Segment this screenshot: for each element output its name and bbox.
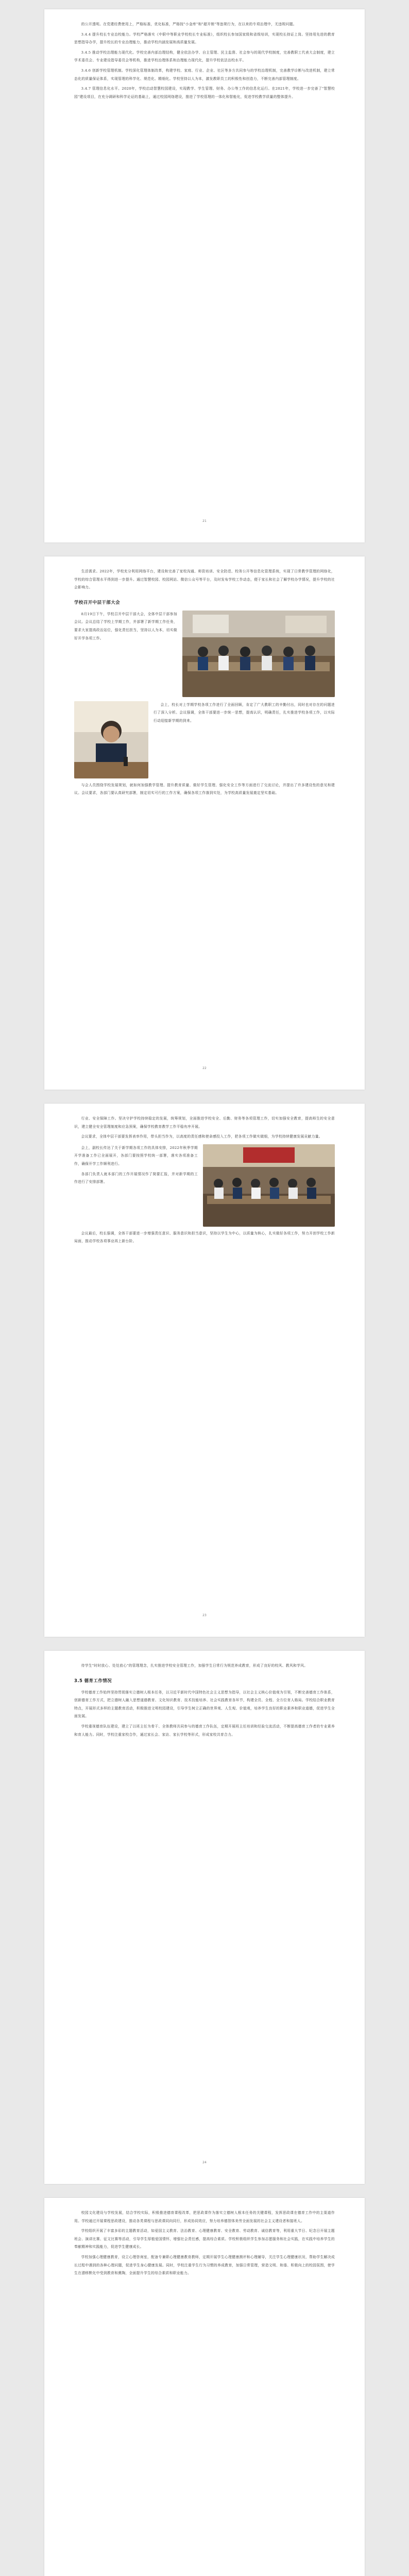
paragraph: 学校加强心理健康教育，设立心理咨询室，配备专兼职心理健康教育教师，定期开展学生心理健康测评和心理辅导，关注学生心理健康状况，帮助学生解决成长过程中遇到的各种心理问题，促进学生身心健康发展。同时，学校注重学生行为习惯的养成教育，加强日常管理，营造文明、和谐、积极向上的校园氛围，使学生在潜移默化中受到教育和熏陶，全面提升学生的综合素质和职业能力。 xyxy=(74,2255,335,2276)
paragraph: 行业、安全保障工作。坚决守护学校持续稳定的发展，统筹规划，全面推进学校安全、后勤、财务等各项管理工作，切实加强安全教育，提高师生的安全意识，建立健全安全管理制度和应急预案，确保学校教育教学工作平稳有序开展。 xyxy=(74,1116,335,1129)
paragraph: 会议最后，校长强调，全体干部要进一步增强责任意识、服务意识和担当意识，坚持以学生为中心，以质量为核心，扎实做好各项工作，努力开创学校工作新局面，推动学校各项事业再上新台阶。 xyxy=(74,1231,335,1244)
paragraph: 学校组织开展了丰富多彩的主题教育活动，如爱国主义教育、法治教育、心理健康教育、安全教育、劳动教育、诚信教育等，利用重大节日、纪念日开展主题班会、演讲比赛、征文比赛等活动，引导学生厚植爱国情怀，增强社会责任感，提高综合素质。学校积极组织学生参加志愿服务和社会实践，在实践中培养学生的奉献精神和实践能力，促进学生健康成长。 xyxy=(74,2229,335,2249)
document-page-1 xyxy=(44,9,365,543)
paragraph: 的公开透明。在党建经费使用上，严格标准，优化标准，严格按"小金库"和"超开销"等违规行为，在以来的专项治理中，无违规问题。 xyxy=(81,22,297,26)
meeting-photo xyxy=(203,1144,335,1227)
paragraph: 会上，副校长传达了关于新学期各项工作的具体安排，2022年秋季学期开学准备工作已全面展开，各部门要按照学校统一部署，落实各项准备工作，确保开学工作顺利进行。 xyxy=(74,1145,198,1166)
document-page-5 xyxy=(44,2198,365,2576)
paragraph: 3.4.7 管理信息化水平。2020年，学校启动智慧校园建设，实现教学、学生管理、财务、办公等工作的信息化运行。在2021年，学校进一步完善了"智慧校园"建设项目，在充分调研和科学论证的基础上，通过校园网络建设，推进了学校管理的一体化和智能化，促进学校教学质量的整体提升。 xyxy=(74,87,335,99)
page-3-text xyxy=(74,1115,335,1248)
page-number: 24 xyxy=(202,2161,207,2164)
page-1-text xyxy=(74,21,335,103)
page-4-text xyxy=(74,1662,335,1741)
paragraph: 与会人员围绕学校发展规划，就如何加强教学管理、提升教育质量、做好学生管理、强化安全工作等方面进行了交流讨论，并提出了许多建设性的意见和建议。会议要求，各部门要认真研究部署，制定切实可行的工作方案，确保各项工作落到实处，为学校高质量发展奠定坚实基础。 xyxy=(74,783,335,795)
paragraph: 学校德育工作始终坚持贯彻落实立德树人根本任务，以习近平新时代中国特色社会主义思想为指导，以社会主义核心价值观为引领，不断完善德育工作体系，创新德育工作方式，把立德树人融入思想道德教育、文化知识教育、技术技能培养、社会实践教育各环节，构建全员、全程、全方位育人格局。学校结合职业教育特点，开展形式多样的主题教育活动，积极推进文明校园建设，引导学生树立正确的世界观、人生观、价值观，培养学生良好的职业素养和职业道德，促进学生全面发展。 xyxy=(74,1690,335,1719)
paragraph: 学校重视德育队伍建设，建立了以班主任为骨干、全体教师共同参与的德育工作队伍，定期开展班主任培训和经验交流活动，不断提高德育工作者的专业素养和育人能力。同时，学校注重家校合作，通过家长会、家访、家长学校等形式，形成家校共育合力。 xyxy=(74,1724,335,1737)
section-title: 学校召开中层干部大会 xyxy=(74,600,121,605)
page-number: 21 xyxy=(202,519,207,523)
page-number: 22 xyxy=(202,1066,207,1070)
paragraph: 3.4.6 创新学校管理机制。学校深化管理体制改革，构建学校、家庭、行业、企业、社区等多方共同参与的学校治理机制，完善教学诊断与改进机制，建立常态化的质量保证体系，实现管理的科学化、规范化、精细化。学校坚持以人为本，激发教职员工的积极性和创造力，不断完善内部管理制度。 xyxy=(74,68,335,81)
paragraph: 会议要求，全体中层干部要发挥表率作用，带头担当作为，以高度的责任感和使命感投入工作，把各项工作做实做细，为学校持续健康发展贡献力量。 xyxy=(81,1134,322,1139)
paragraph: 3.4.5 推动学校治理能力现代化。学校完善内部治理结构，健全依法办学、自主管理、民主监督、社会参与的现代学校制度，完善教职工代表大会制度，建立学术委员会、专业建设指导委员会等机构，推进学校治理体系和治理能力现代化，提升学校依法治校水平。 xyxy=(74,50,335,63)
document-page-3 xyxy=(44,1104,365,1637)
document-page-2 xyxy=(44,556,365,1090)
speaker-photo xyxy=(74,701,148,778)
section-title: 3.5 德育工作情况 xyxy=(74,1678,112,1684)
document-page-4 xyxy=(44,1651,365,2184)
page-2-text xyxy=(74,568,335,800)
paragraph: 会上，校长对上学期学校各项工作进行了全面回顾，肯定了广大教职工的辛勤付出，同时也对存在的问题进行了深入分析。会议强调，全体干部要进一步统一思想，提高认识，明确责任，扎实推进学校各项工作，以实际行动迎接新学期的到来。 xyxy=(154,702,335,723)
paragraph: 生活需求。2022年，学校充分利用网络平台，建设和完善了家校沟通、师资培训、安全防范、校务公开等信息化管理系统，实现了日常教学管理的网络化，学校的综合管理水平得到进一步提升。通过智慧校园、校园网站、微信公众号等平台，及时发布学校工作动态，便于家长和社会了解学校办学情况，提升学校的社会影响力。 xyxy=(74,569,335,590)
page-number: 23 xyxy=(202,1614,207,1617)
page-5-text xyxy=(74,2209,335,2280)
paragraph: 8月19日下午，学校召开中层干部大会，全体中层干部参加会议。会议总结了学校上学期工作，并部署了新学期工作任务，要求大家提高政治站位，强化责任担当，坚持以人为本，切实做好开学各项工作。 xyxy=(74,612,177,640)
paragraph: 校园文化建设与学校发展，结合学校实际，积极推进德育课程改革，把思政课作为落实立德树人根本任务的关键课程，发挥思政课在德育工作中的主渠道作用。学校通过开展课程思政建设，推动各类课程与思政课同向同行，形成协同效应，努力培养德智体美劳全面发展的社会主义建设者和接班人。 xyxy=(74,2211,335,2223)
paragraph: 各部门负责人就本部门的工作开展情况作了简要汇报，并对新学期的工作进行了安排部署。 xyxy=(74,1172,198,1184)
paragraph: 待学生"时时放心、处处放心"的管理理念，扎实推进学校安全管理工作，加强学生日常行为规范养成教育，形成了良好的校风、教风和学风。 xyxy=(81,1664,308,1668)
meeting-photo xyxy=(182,611,335,697)
paragraph: 3.4.4 提升校长专业治校能力。学校严格落实《中职中等职业学校校长专业标准》，组织校长参加国家级和省级培训，实现校长持证上岗。坚持用先进的教育思想指导办学，提升校长的专业治理能力，推动学校内涵发展和高质量发展。 xyxy=(74,32,335,45)
